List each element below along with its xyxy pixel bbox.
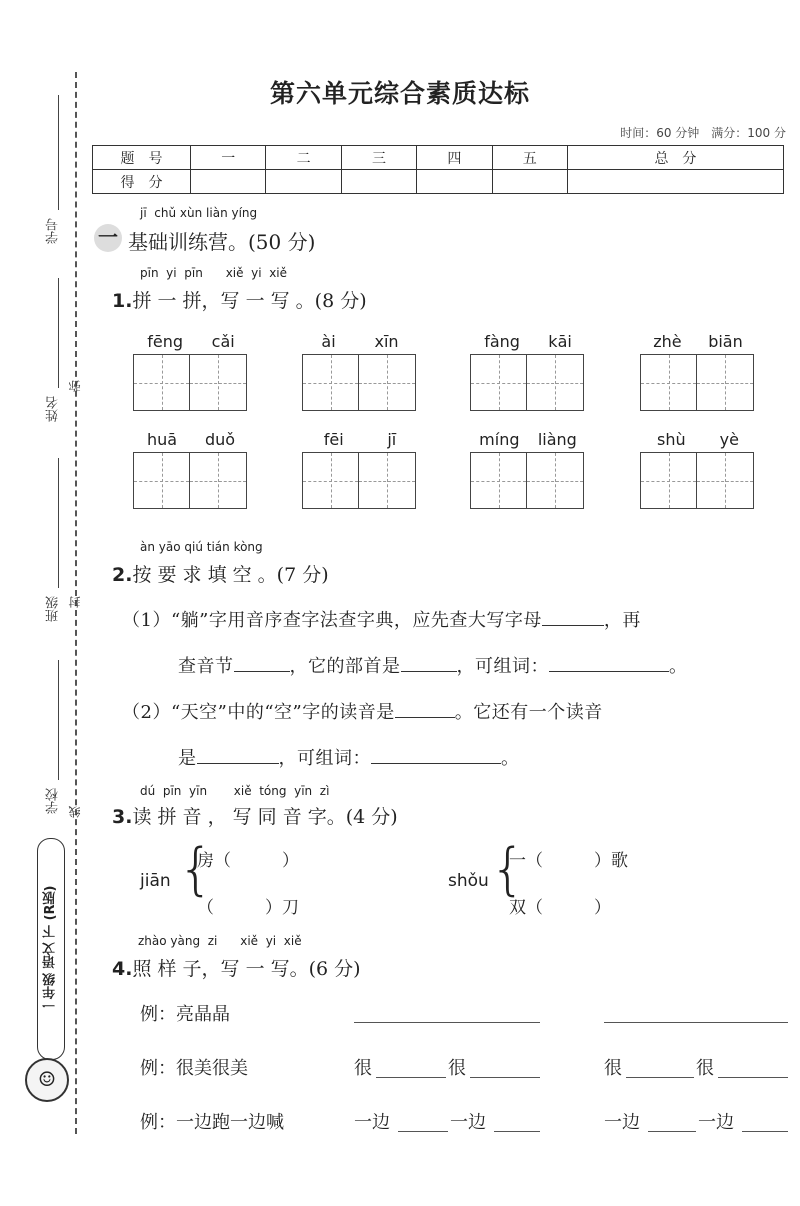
answer-line[interactable] <box>626 1077 694 1078</box>
pinyin-label: yè <box>719 430 739 449</box>
q4-example-1: 例：亮晶晶 <box>140 1004 230 1025</box>
q3-left-item[interactable]: 房（ ） <box>197 851 299 871</box>
q2-text-segment: 查音节 <box>178 656 234 677</box>
q4-text: 照 样 子，写 一 写。(6 分) <box>132 958 361 980</box>
q4-yibian-label: 一边 <box>354 1112 390 1133</box>
side-rule <box>58 458 59 588</box>
answer-line[interactable] <box>718 1077 788 1078</box>
q2-text-segment: 是 <box>178 748 197 769</box>
tianzige-cell[interactable] <box>133 354 190 411</box>
score-table <box>92 145 784 194</box>
answer-line[interactable] <box>648 1131 696 1132</box>
score-header-cell: 总 分 <box>567 146 783 170</box>
brace-icon: { <box>490 837 526 902</box>
tianzige-cell[interactable] <box>697 354 754 411</box>
q1-number: 1. <box>112 290 133 312</box>
pinyin-label: duǒ <box>204 430 236 449</box>
score-header-cell: 五 <box>492 146 567 170</box>
q4-example-2: 例：很美很美 <box>140 1058 248 1079</box>
q2-item1-line1 <box>122 606 641 632</box>
q3-title <box>112 802 398 829</box>
pinyin-label: cǎi <box>211 332 235 351</box>
q3-right-pinyin: shǒu <box>448 871 489 891</box>
tianzige-cell[interactable] <box>527 452 584 509</box>
q4-example-3: 例：一边跑一边喊 <box>140 1112 284 1133</box>
pinyin-label: fēi <box>323 430 344 449</box>
score-input-cell[interactable] <box>341 170 416 194</box>
pinyin-box-group <box>302 332 418 411</box>
section1-number-badge: 一 <box>94 224 122 252</box>
tianzige-cell[interactable] <box>133 452 190 509</box>
page-title: 第六单元综合素质达标 <box>269 79 530 108</box>
tianzige-cell[interactable] <box>470 452 527 509</box>
q2-item2-line2 <box>178 744 520 770</box>
pinyin-box-group <box>640 332 756 411</box>
q4-pinyin: zhào yàng zi xiě yi xiě <box>138 934 302 948</box>
tianzige-cell[interactable] <box>359 354 416 411</box>
answer-blank[interactable] <box>197 747 279 764</box>
side-mark-mi: 弥 <box>68 380 82 392</box>
tianzige-cell[interactable] <box>359 452 416 509</box>
score-header-cell: 三 <box>341 146 416 170</box>
pinyin-label: liàng <box>537 430 577 449</box>
answer-line[interactable] <box>742 1131 788 1132</box>
q3-text: 读 拼 音 ， 写 同 音 字。(4 分) <box>132 806 398 828</box>
tianzige-cell[interactable] <box>470 354 527 411</box>
answer-line[interactable] <box>604 1022 788 1023</box>
tianzige-cell[interactable] <box>302 354 359 411</box>
q2-text-segment: 。它还有一个读音 <box>454 702 603 723</box>
score-input-cell[interactable] <box>492 170 567 194</box>
q1-pinyin: pīn yi pīn xiě yi xiě <box>140 266 288 280</box>
q2-text-segment: ，它的部首是 <box>289 656 401 677</box>
q3-right-item[interactable]: 一（ ）歌 <box>509 851 628 871</box>
q2-item1-line2 <box>178 652 688 678</box>
pinyin-box-group <box>133 332 249 411</box>
score-table-header-row <box>93 146 784 170</box>
side-label-xuehao: 学号 <box>46 218 61 244</box>
q2-text: 按 要 求 填 空 。(7 分) <box>132 564 329 586</box>
pinyin-box-group <box>640 430 756 509</box>
tianzige-cell[interactable] <box>640 452 697 509</box>
pinyin-box-group <box>470 430 586 509</box>
tianzige-cell[interactable] <box>190 354 247 411</box>
q4-hen-label: 很 <box>354 1058 372 1079</box>
answer-blank[interactable] <box>542 609 604 626</box>
score-input-cell[interactable] <box>191 170 266 194</box>
answer-line[interactable] <box>376 1077 446 1078</box>
q4-yibian-label: 一边 <box>450 1112 486 1133</box>
side-rule <box>58 660 59 780</box>
side-mark-xian: 线 <box>68 806 82 818</box>
exam-meta: 时间：60 分钟 满分：100 分 <box>620 126 786 140</box>
q3-number: 3. <box>112 806 133 828</box>
q4-hen-label: 很 <box>696 1058 714 1079</box>
q2-text-segment: （2）“天空”中的“空”字的读音是 <box>122 702 395 723</box>
pinyin-label: jī <box>387 430 397 449</box>
pinyin-label: huā <box>146 430 178 449</box>
pinyin-label: fēng <box>147 332 184 351</box>
score-table-score-row <box>93 170 784 194</box>
mascot-icon: ☺ <box>25 1058 69 1102</box>
q2-text-segment: ，可组词： <box>278 748 371 769</box>
q2-text-segment: ，可组词： <box>456 656 549 677</box>
section1-pinyin: jī chǔ xùn liàn yíng <box>140 206 258 220</box>
q3-pinyin: dú pīn yīn xiě tóng yīn zì <box>140 784 330 798</box>
tianzige-cell[interactable] <box>697 452 754 509</box>
side-label-xingming: 姓名 <box>46 396 61 422</box>
score-header-cell: 二 <box>266 146 341 170</box>
answer-line[interactable] <box>494 1131 540 1132</box>
score-row-label: 得 分 <box>93 170 191 194</box>
tianzige-cell[interactable] <box>640 354 697 411</box>
pinyin-label: ài <box>321 332 336 351</box>
pinyin-label: shù <box>657 430 686 449</box>
score-header-cell: 四 <box>417 146 492 170</box>
side-rule <box>58 278 59 388</box>
q4-title <box>112 954 361 981</box>
pinyin-label: míng <box>479 430 520 449</box>
q3-left-pinyin: jiān <box>140 871 171 891</box>
score-input-cell[interactable] <box>567 170 783 194</box>
score-input-cell[interactable] <box>417 170 492 194</box>
q2-item2-line1 <box>122 698 603 724</box>
q2-title <box>112 560 329 587</box>
q2-text-segment: ，再 <box>603 610 641 631</box>
q4-yibian-label: 一边 <box>604 1112 640 1133</box>
pinyin-label: biān <box>708 332 743 351</box>
answer-line[interactable] <box>354 1022 540 1023</box>
pinyin-label: xīn <box>374 332 399 351</box>
q4-yibian-label: 一边 <box>698 1112 734 1133</box>
pinyin-label: kāi <box>548 332 572 351</box>
pinyin-box-group <box>133 430 249 509</box>
answer-blank[interactable] <box>401 655 457 672</box>
q2-text-segment: 。 <box>501 748 520 769</box>
q2-text-segment: （1）“躺”字用音序查字法查字典，应先查大写字母 <box>122 610 542 631</box>
pinyin-label: fàng <box>484 332 520 351</box>
side-label-banji: 班级 <box>46 596 61 622</box>
answer-line[interactable] <box>470 1077 540 1078</box>
side-rule <box>58 95 59 210</box>
score-input-cell[interactable] <box>266 170 341 194</box>
tianzige-cell[interactable] <box>527 354 584 411</box>
q4-hen-label: 很 <box>448 1058 466 1079</box>
brace-icon: { <box>178 837 214 902</box>
score-header-cell: 题 号 <box>93 146 191 170</box>
answer-blank[interactable] <box>371 747 501 764</box>
q1-text: 拼 一 拼，写 一 写 。(8 分) <box>132 290 367 312</box>
tianzige-cell[interactable] <box>190 452 247 509</box>
answer-line[interactable] <box>398 1131 448 1132</box>
brand-label: 一年级 语文 下 (R版) <box>37 838 65 1060</box>
side-label-xuexiao: 学校 <box>46 788 61 814</box>
q3-left-item[interactable]: （ ）刀 <box>197 898 299 918</box>
side-mark-feng: 封 <box>68 596 82 608</box>
q2-number: 2. <box>112 564 133 586</box>
answer-blank[interactable] <box>395 701 455 718</box>
pinyin-box-group <box>302 430 418 509</box>
q2-pinyin: àn yāo qiú tián kòng <box>140 540 263 554</box>
q4-number: 4. <box>112 958 133 980</box>
score-header-cell: 一 <box>191 146 266 170</box>
pinyin-box-group <box>470 332 586 411</box>
answer-blank[interactable] <box>234 655 290 672</box>
q1-title <box>112 286 367 313</box>
section1-title: 基础训练营。(50 分) <box>128 230 316 254</box>
q4-hen-label: 很 <box>604 1058 622 1079</box>
pinyin-label: zhè <box>653 332 682 351</box>
q3-right-item[interactable]: 双（ ） <box>509 898 611 918</box>
q2-text-segment: 。 <box>669 656 688 677</box>
answer-blank[interactable] <box>549 655 669 672</box>
tianzige-cell[interactable] <box>302 452 359 509</box>
